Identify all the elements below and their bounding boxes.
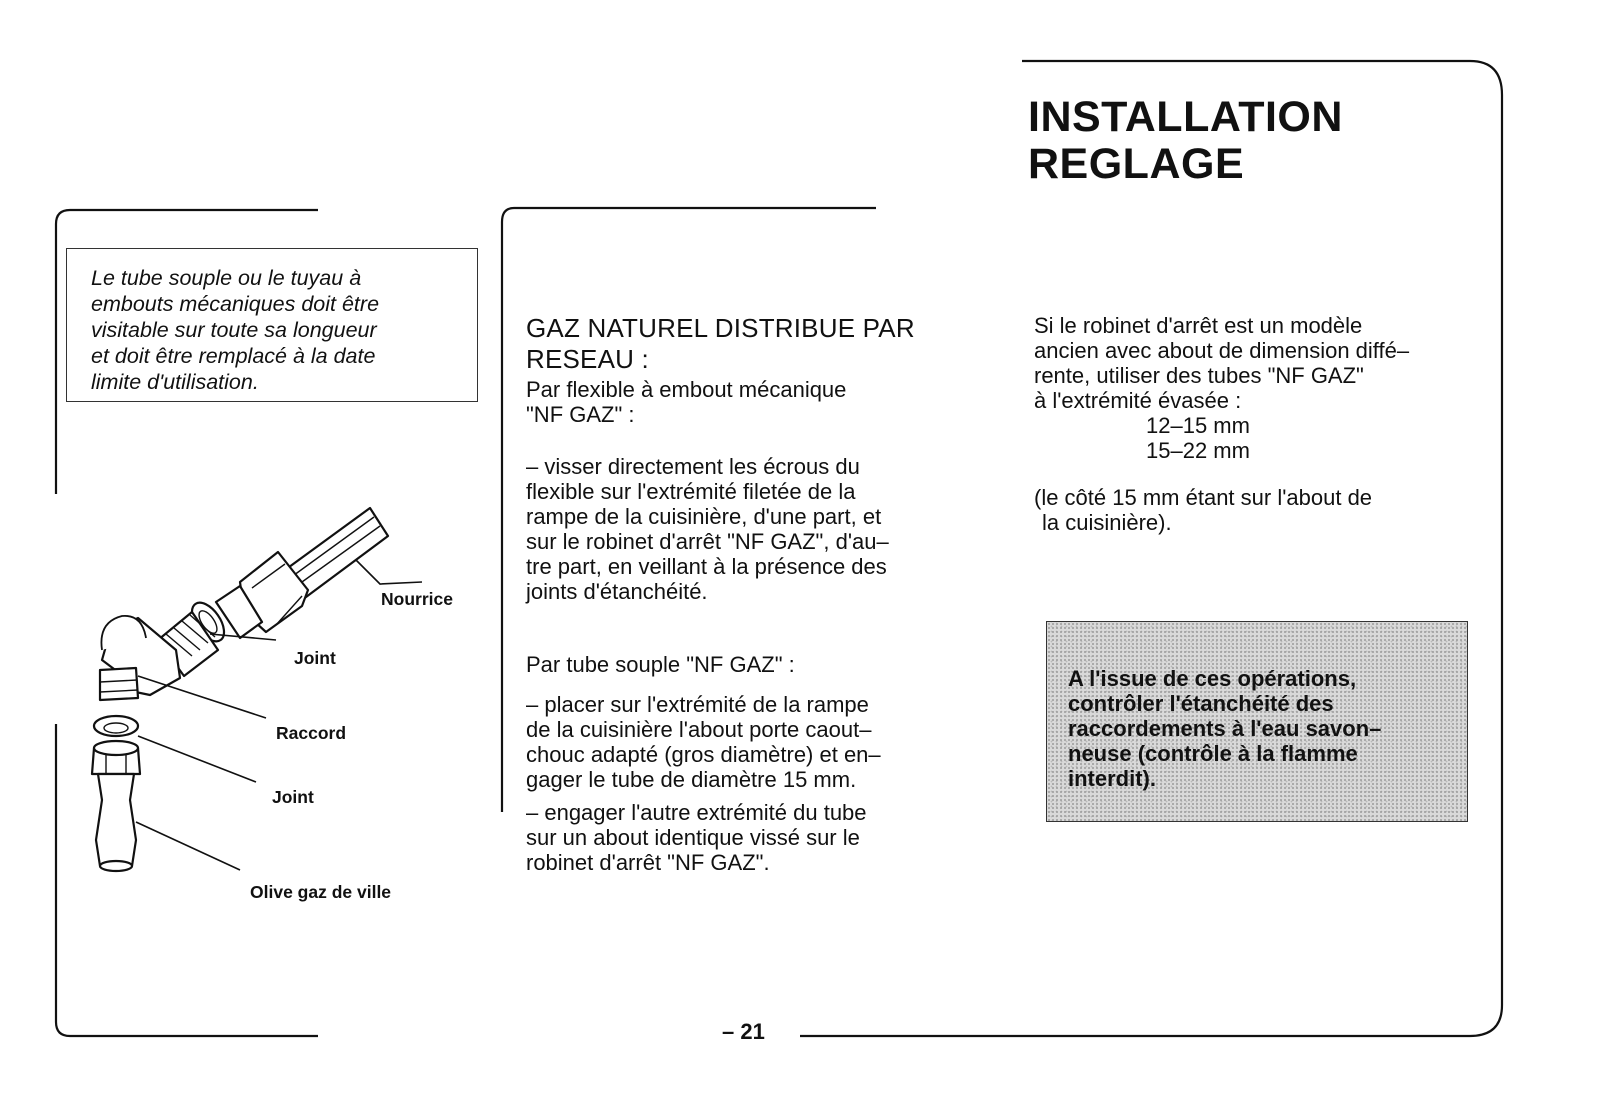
- label-joint-top: Joint: [294, 648, 336, 668]
- right-para-2: [1034, 485, 1372, 535]
- right-para-1: [1034, 313, 1409, 463]
- text-line: rente, utiliser des tubes "NF GAZ": [1034, 363, 1364, 388]
- text-line: Par tube souple "NF GAZ" :: [526, 652, 795, 677]
- text-line: de la cuisinière l'about porte caout–: [526, 717, 872, 742]
- note-line: limite d'utilisation.: [91, 370, 259, 394]
- label-olive: Olive gaz de ville: [250, 882, 392, 902]
- heading-line: GAZ NATUREL DISTRIBUE PAR: [526, 313, 915, 343]
- tube-intro: [526, 652, 795, 677]
- text-line: "NF GAZ" :: [526, 402, 635, 427]
- note-line: Le tube souple ou le tuyau à: [91, 266, 362, 290]
- page-number: – 21: [722, 1019, 765, 1044]
- text-line: – placer sur l'extrémité de la rampe: [526, 692, 869, 717]
- gas-connection-diagram: [80, 500, 480, 910]
- text-line: Si le robinet d'arrêt est un modèle: [1034, 313, 1363, 338]
- warning-box: [1046, 621, 1468, 822]
- text-line: (le côté 15 mm étant sur l'about de: [1034, 485, 1373, 510]
- warning-line: interdit).: [1068, 766, 1156, 791]
- title-line-2: REGLAGE: [1028, 140, 1245, 188]
- flexible-intro: [526, 377, 846, 427]
- size-line: 12–15 mm: [1146, 413, 1250, 438]
- page-title: [1028, 94, 1343, 188]
- text-line: joints d'étanchéité.: [526, 579, 708, 604]
- label-joint-bottom: Joint: [272, 787, 314, 807]
- note-line: et doit être remplacé à la date: [91, 344, 376, 368]
- tube-step-1: [526, 692, 881, 792]
- text-line: gager le tube de diamètre 15 mm.: [526, 767, 857, 792]
- note-box: [66, 248, 478, 402]
- text-line: sur le robinet d'arrêt "NF GAZ", d'au–: [526, 529, 889, 554]
- tube-step-2: [526, 800, 867, 875]
- note-line: visitable sur toute sa longueur: [91, 318, 377, 342]
- warning-line: raccordements à l'eau savon–: [1068, 716, 1382, 741]
- text-line: Par flexible à embout mécanique: [526, 377, 847, 402]
- text-line: sur un about identique vissé sur le: [526, 825, 860, 850]
- text-line: flexible sur l'extrémité filetée de la: [526, 479, 856, 504]
- note-line: embouts mécaniques doit être: [91, 292, 380, 316]
- label-nourrice: Nourrice: [381, 589, 453, 609]
- text-line: rampe de la cuisinière, d'une part, et: [526, 504, 882, 529]
- size-line: 15–22 mm: [1146, 438, 1250, 463]
- text-line: – engager l'autre extrémité du tube: [526, 800, 867, 825]
- text-line: ancien avec about de dimension diffé–: [1034, 338, 1410, 363]
- text-line: à l'extrémité évasée :: [1034, 388, 1242, 413]
- title-line-1: INSTALLATION: [1028, 93, 1343, 141]
- flexible-instructions: [526, 454, 889, 604]
- warning-line: A l'issue de ces opérations,: [1068, 666, 1357, 691]
- text-line: tre part, en veillant à la présence des: [526, 554, 887, 579]
- text-line: la cuisinière).: [1042, 510, 1172, 535]
- warning-line: neuse (contrôle à la flamme: [1068, 741, 1358, 766]
- text-line: – visser directement les écrous du: [526, 454, 860, 479]
- warning-line: contrôler l'étanchéité des: [1068, 691, 1334, 716]
- heading-line: RESEAU :: [526, 344, 649, 374]
- text-line: robinet d'arrêt "NF GAZ".: [526, 850, 770, 875]
- text-line: chouc adapté (gros diamètre) et en–: [526, 742, 881, 767]
- section-heading: [526, 313, 915, 375]
- label-raccord: Raccord: [276, 723, 347, 743]
